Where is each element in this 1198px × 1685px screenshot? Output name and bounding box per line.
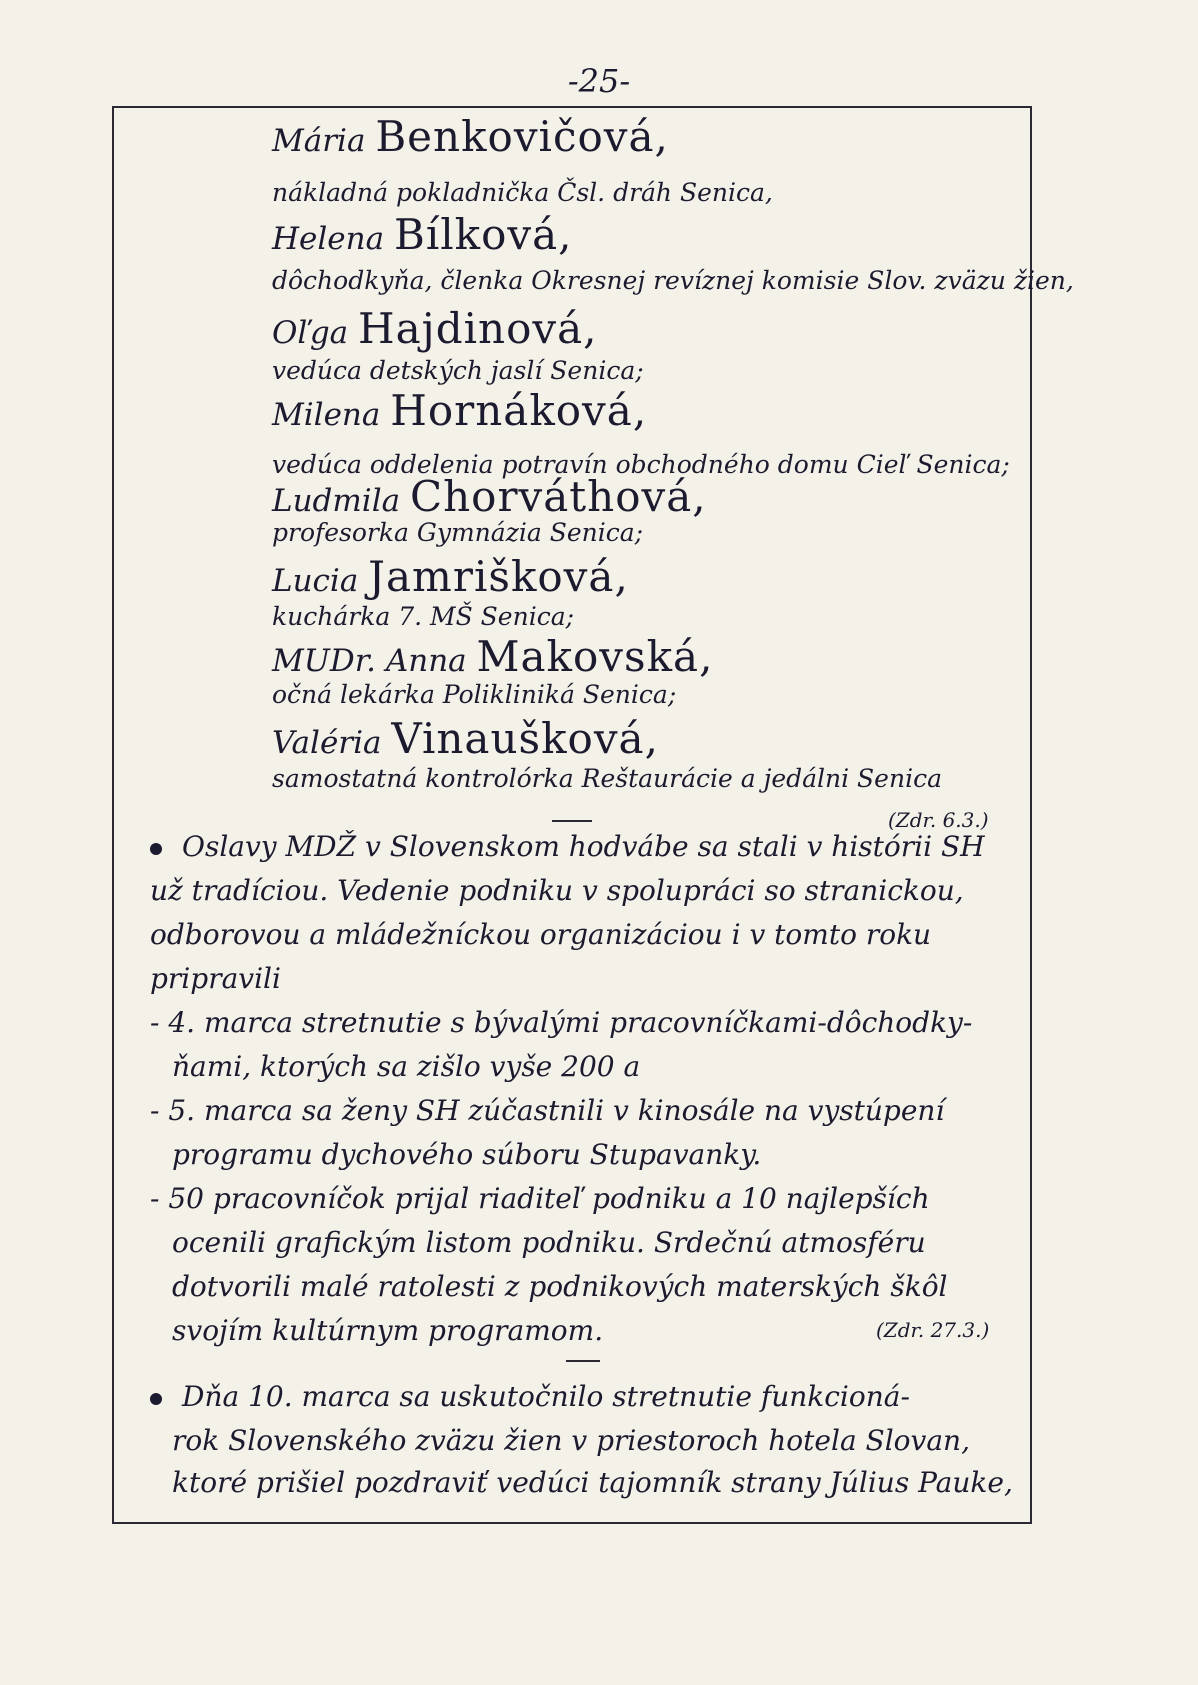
- paragraph-line: - 4. marca stretnutie s bývalými pracovníčkami-dôchodky-: [150, 1006, 973, 1039]
- first-name: Oľga: [272, 315, 349, 351]
- bullet-icon: [150, 1393, 162, 1405]
- person-role: samostatná kontrolórka Reštaurácie a jedálni Senica: [272, 764, 942, 793]
- surname: Benkovičová,: [375, 112, 669, 161]
- surname: Hajdinová,: [358, 304, 598, 353]
- person-name: [272, 210, 573, 259]
- line-text: Oslavy MDŽ v Slovenskom hodvábe sa stali v histórii SH: [182, 830, 985, 863]
- first-name: Ludmila: [272, 483, 401, 519]
- person-name: [272, 472, 707, 521]
- person-role: dôchodkyňa, členka Okresnej revíznej komisie Slov. zväzu žien,: [272, 266, 1074, 295]
- paragraph-line: programu dychového súboru Stupavanky.: [172, 1138, 762, 1171]
- first-name: Valéria: [272, 725, 382, 761]
- surname: Chorváthová,: [409, 472, 707, 521]
- paragraph-line: rok Slovenského zväzu žien v priestoroch hotela Slovan,: [172, 1424, 970, 1457]
- page-number: -25-: [567, 62, 631, 100]
- separator-dash: [552, 820, 592, 822]
- paragraph-line: [150, 830, 985, 863]
- paragraph-line: [150, 1380, 910, 1413]
- person-name: [272, 304, 597, 353]
- person-role: nákladná pokladnička Čsl. dráh Senica,: [272, 178, 773, 207]
- person-role: vedúca oddelenia potravín obchodného domu Cieľ Senica;: [272, 450, 1010, 479]
- paragraph-line: - 5. marca sa ženy SH zúčastnili v kinosále na vystúpení: [150, 1094, 945, 1127]
- first-name: MUDr. Anna: [272, 643, 467, 679]
- source-reference: (Zdr. 27.3.): [876, 1318, 990, 1342]
- bullet-icon: [150, 843, 162, 855]
- paragraph-line: svojím kultúrnym programom.: [172, 1314, 604, 1347]
- paragraph-line: ňami, ktorých sa zišlo vyše 200 a: [172, 1050, 641, 1083]
- person-role: profesorka Gymnázia Senica;: [272, 518, 644, 547]
- surname: Makovská,: [476, 632, 714, 681]
- paragraph-line: - 50 pracovníčok prijal riaditeľ podniku a 10 najlepších: [150, 1182, 930, 1215]
- separator-dash: [566, 1360, 600, 1362]
- surname: Jamrišková,: [368, 552, 629, 601]
- person-name: [272, 112, 669, 161]
- person-name: [272, 386, 647, 435]
- paragraph-line: pripravili: [150, 962, 281, 995]
- first-name: Lucia: [272, 563, 359, 599]
- line-text: Dňa 10. marca sa uskutočnilo stretnutie funkcioná-: [182, 1380, 910, 1413]
- person-name: [272, 714, 659, 763]
- paragraph-line: ocenili grafickým listom podniku. Srdečnú atmosféru: [172, 1226, 926, 1259]
- person-role: očná lekárka Polikliniká Senica;: [272, 680, 677, 709]
- first-name: Mária: [272, 123, 366, 159]
- surname: Bílková,: [393, 210, 573, 259]
- paragraph-line: odborovou a mládežníckou organizáciou i v tomto roku: [150, 918, 932, 951]
- paragraph-line: ktoré prišiel pozdraviť vedúci tajomník strany Július Pauke,: [172, 1466, 1013, 1499]
- person-name: [272, 632, 713, 681]
- first-name: Helena: [272, 221, 385, 257]
- first-name: Milena: [272, 397, 381, 433]
- paragraph-line: už tradíciou. Vedenie podniku v spolupráci so stranickou,: [150, 874, 964, 907]
- surname: Vinaušková,: [391, 714, 659, 763]
- person-name: [272, 552, 629, 601]
- person-role: vedúca detských jaslí Senica;: [272, 356, 644, 385]
- paragraph-line: dotvorili malé ratolesti z podnikových materských škôl: [172, 1270, 948, 1303]
- source-reference: (Zdr. 6.3.): [888, 808, 989, 832]
- person-role: kuchárka 7. MŠ Senica;: [272, 602, 575, 631]
- surname: Hornáková,: [390, 386, 648, 435]
